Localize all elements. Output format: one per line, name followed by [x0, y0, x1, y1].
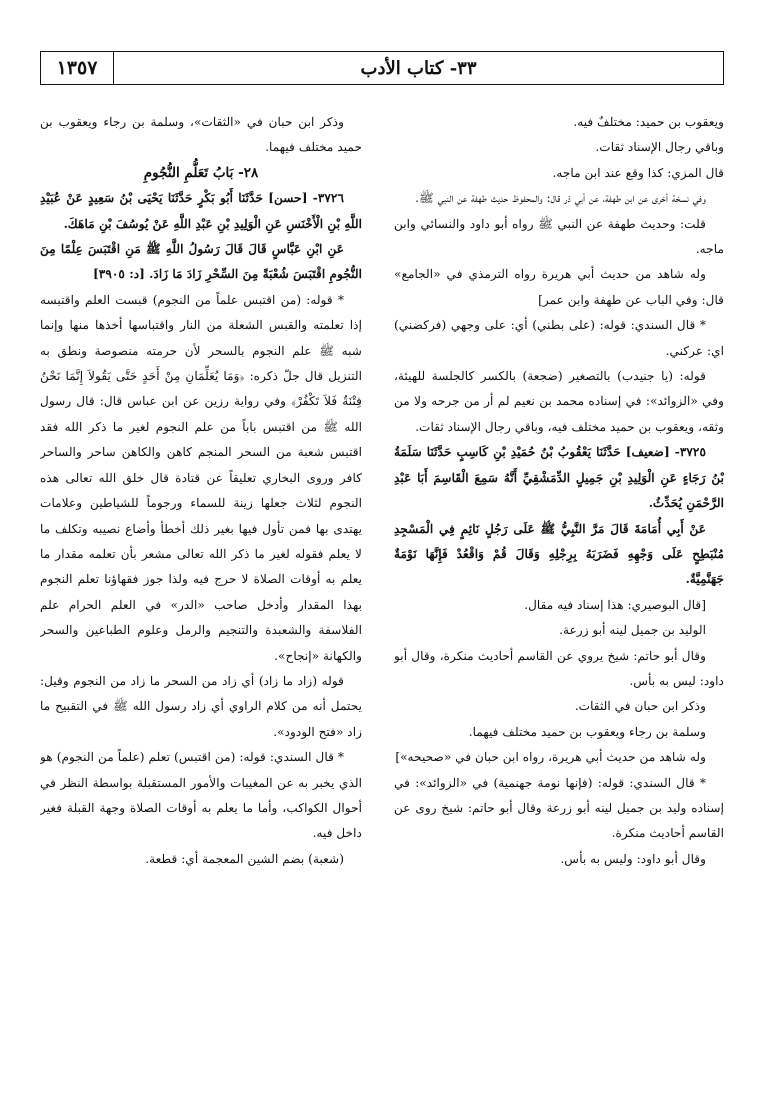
- text-paragraph: [قال البوصيري: هذا إسناد فيه مقال.: [524, 597, 706, 612]
- commentary-paragraph: * قال السندي: قوله: (من اقتبس) تعلم (علماً من النجوم) هو الذي يخبر به عن المغيبات والأمور المستقبلة بواسطة النظر في أحوال الكواكب، وأما ما يعلم به أوقات الصلاة وجهة القبلة فغير داخل فيه.: [40, 750, 362, 841]
- text-paragraph: ويعقوب بن حميد: مختلفٌ فيه.: [573, 115, 724, 129]
- page-number: ١٣٥٧: [41, 52, 114, 84]
- text-paragraph: وباقي رجال الإسناد ثقات.: [595, 140, 724, 155]
- text-paragraph: (شعبة) بضم الشين المعجمة أي: قطعة.: [145, 851, 344, 866]
- text-paragraph: قلت: وحديث طهفة عن النبي ﷺ رواه أبو داود والنسائي وابن ماجه.: [394, 216, 724, 257]
- book-title: ٣٣- كتاب الأدب: [360, 57, 477, 79]
- left-column: [40, 110, 362, 1070]
- text-paragraph: وذكر ابن حبان في الثقات.: [574, 699, 706, 714]
- text-paragraph: الوليد بن جميل لينه أبو زرعة.: [559, 623, 706, 638]
- text-paragraph: وفي نسخة أخرى عن ابن طهفة، عن أبي ذر قال: والمحفوظ حديث طهفة عن النبي ﷺ.: [415, 191, 706, 206]
- page-header: [40, 51, 724, 85]
- text-paragraph: وقال أبو حاتم: شيخ يروي عن القاسم أحاديث منكرة، وقال أبو داود: ليس به بأس.: [394, 648, 724, 688]
- chapter-heading: ٢٨- بَابُ تَعَلُّمِ النُّجُومِ: [143, 164, 259, 181]
- hadith-text: ٣٧٢٥- [ضعيف] حَدَّثَنَا يَعْقُوبُ بْنُ حُمَيْدِ بْنِ كَاسِبٍ حَدَّثَنَا سَلَمَةُ بْنُ رَجَاءٍ عَنِ الْوَلِيدِ بْنِ جَمِيلٍ الدِّمَشْقِيِّ أَنَّهُ سَمِعَ الْقَاسِمَ أَبَا عَبْدِ الرَّحْمَنِ يُحَدِّثُ.: [394, 445, 724, 511]
- text-paragraph: وسلمة بن رجاء ويعقوب بن حميد مختلف فيهما.: [468, 724, 706, 739]
- text-paragraph: وله شاهد من حديث أبي هريرة رواه الترمذي في «الجامع» قال: وفي الباب عن طهفة وابن عمر]: [394, 267, 724, 307]
- text-paragraph: قال المزي: كذا وقع عند ابن ماجه.: [552, 165, 724, 180]
- commentary-paragraph: قوله: (يا جنيدب) بالتصغير (ضجعة) بالكسر كالجلسة للهيئة، وفي «الزوائد»: في إسناده محمد بن نعيم لم أر من جرحه ولا من وثقه، ويعقوب بن حميد مختلف فيه، وباقي رجال الإسناد ثقات.: [394, 369, 724, 434]
- commentary-paragraph: * قال السندي: قوله: (على بطني) أي: على وجهي (فركضني) اي: عركني.: [394, 318, 724, 358]
- text-paragraph: وذكر ابن حبان في «الثقات»، وسلمة بن رجاء ويعقوب بن حميد مختلف فيهما.: [40, 115, 362, 155]
- commentary-paragraph: * قال السندي: قوله: (فإنها نومة جهنمية) في «الزوائد»: في إسناده وليد بن جميل لينه أبو زرعة وقال أبو حاتم: شيخ روى عن القاسم أحاديث منكرة.: [394, 775, 724, 841]
- commentary-paragraph: قوله (زاد ما زاد) أي زاد من السحر ما زاد من النجوم وقيل: يحتمل أنه من كلام الراوي أي زاد رسول الله ﷺ في التقبيح ما زاد «فتح الودود».: [40, 673, 362, 739]
- commentary-paragraph: * قوله: (من اقتبس علماً من النجوم) قبست العلم واقتبسه إذا تعلمته والقبس الشعلة من النار واقتباسها أخذها منها وإنما شبه ﷺ علم النجوم بالسحر لأن حرمته منصوصة ونطق به التنزيل قال جلّ ذكره: ﴿وَمَا يُعَلِّمَانِ مِنْ أَحَدٍ حَتَّى يَقُولاَ إِنَّمَا نَحْنُ فِتْنَةٌ فَلاَ تَكْفُرْ﴾ وفي رواية رزين عن ابن عباس قال: قال رسول الله ﷺ من اقتبس باباً من علم النجوم لغير ما ذكر الله فقد اقتبس شعبة من السحر المنجم كاهن والكاهن ساحر والساحر كافر وروى البخاري تعليقاً عن قتادة قال خلق الله تعالى هذه النجوم لثلاث جعلها زينة للسماء ورجوماً للشياطين وعلامات يهتدى بها فمن تأول فيها بغير ذلك أخطأ وأضاع نصيبه وتكلف ما لا يعلم فقوله لغير ما ذكر الله تعالى مشعر بأن تعلمه مقدار ما يعلم به أوقات الصلاة لا حرج فيه ولذا جوز فقهاؤنا تعلم النجوم بهذا المقدار وأدخل صاحب «الدر» في العلم الحرام علم الفلاسفة والشعبدة والتنجيم والرمل وعلوم الطباعين والسحر والكهانة «إنجاح».: [40, 292, 362, 663]
- hadith-text: عَنِ ابْنِ عَبَّاسٍ قَالَ قَالَ رَسُولُ اللَّهِ ﷺ مَنِ اقْتَبَسَ عِلْمًا مِنَ النُّجُومِ اقْتَبَسَ شُعْبَةً مِنَ السِّحْرِ زَادَ مَا زَادَ. [د: ٣٩٠٥]: [40, 242, 362, 282]
- hadith-text: ٣٧٢٦- [حسن] حَدَّثَنَا أَبُو بَكْرٍ حَدَّثَنَا يَحْيَى بْنُ سَعِيدٍ عَنْ عُبَيْدِ اللَّهِ بْنِ الْأَخْنَسِ عَنِ الْوَلِيدِ بْنِ عَبْدِ اللَّهِ عَنْ يُوسُفَ بْنِ مَاهَكَ.: [40, 191, 362, 231]
- text-paragraph: وقال أبو داود: وليس به بأس.: [560, 851, 706, 866]
- text-paragraph: وله شاهد من حديث أبي هريرة، رواه ابن حبان في «صحيحه»]: [395, 750, 706, 765]
- right-column: [394, 110, 724, 1070]
- hadith-text: عَنْ أَبِي أُمَامَةَ قَالَ مَرَّ النَّبِيُّ ﷺ عَلَى رَجُلٍ نَائِمٍ فِي الْمَسْجِدِ مُنْبَطِحٍ عَلَى وَجْهِهِ فَضَرَبَهُ بِرِجْلِهِ وَقَالَ قُمْ وَاقْعُدْ فَإِنَّهَا نَوْمَةٌ جَهَنَّمِيَّةٌ.: [394, 521, 724, 587]
